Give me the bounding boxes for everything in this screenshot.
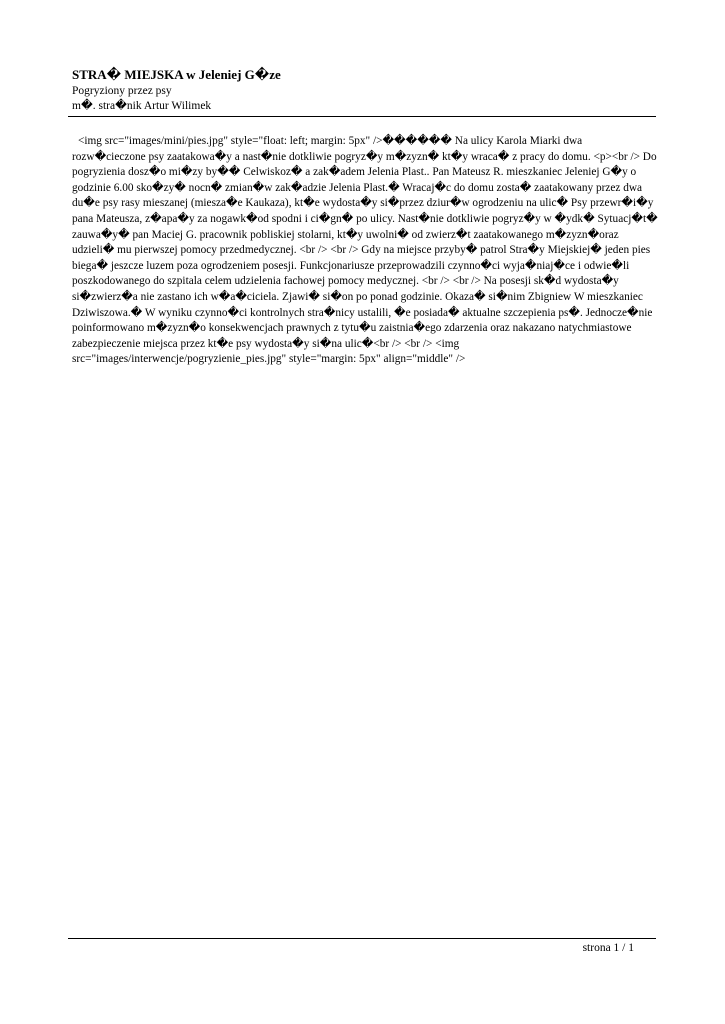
footer-divider <box>68 938 656 939</box>
article-author: m�. stra�nik Artur Wilimek <box>72 100 212 112</box>
page-number: strona 1 / 1 <box>582 942 634 954</box>
article-subtitle: Pogryziony przez psy <box>72 85 172 97</box>
header-divider <box>68 116 656 117</box>
article-body: <img src="images/mini/pies.jpg" style="float: left; margin: 5px" />������ Na ulicy Karola Miarki dwa rozw�cieczone psy zaatakowa�y a nast�nie dotkliwie pogryz�y m�zyzn� kt�y wraca� z pracy do domu. <p><br /> Do pogryzienia dosz�o mi�zy by�� Celwiskoz� a zak�adem Jelenia Plast.. Pan Mateusz R. mieszkaniec Jeleniej G�y o godzinie 6.00 sko�zy� nocn� zmian�w zak�adzie Jelenia Plast.� Wracaj�c do domu zosta� zaatakowany przez dwa du�e psy rasy mieszanej (miesza�e Kaukaza), kt�e wydosta�y si�przez dziur�w ogrodzeniu na ulic� Psy przewr�i�y pana Mateusza, z�apa�y za nogawk�od spodni i ci�gn� po ulicy. Nast�nie dotkliwie pogryz�y w �ydk� Sytuacj�t� zauwa�y� pan Maciej G. pracownik pobliskiej stolarni, kt�y uwolni� od zwierz�t zaatakowanego m�zyzn�oraz udzieli� mu pierwszej pomocy przedmedycznej. <br /> <br /> Gdy na miejsce przyby� patrol Stra�y Miejskiej� jeden pies biega� jeszcze luzem poza ogrodzeniem posesji. Funkcjonariusze przeprowadzili czynno�ci wyja�niaj�ce i odwie�li poszkodowanego do szpitala celem udzielenia fachowej pomocy medycznej. <br /> <br /> Na posesji sk�d wydosta�y si�zwierz�a nie zastano ich w�a�ciciela. Zjawi� si�on po ponad godzinie. Okaza� si�nim Zbigniew W mieszkaniec Dziwiszowa.� W wyniku czynno�ci kontrolnych stra�nicy ustalili, �e posiada� aktualne szczepienia ps�. Jednocze�nie poinformowano m�zyzn�o konsekwencjach prawnych z tytu�u zaistnia�ego zdarzenia oraz nakazano natychmiastowe zabezpieczenie miejsca przez kt�e psy wydosta�y si�na ulic�<br /> <br /> <img src="images/interwencje/pogryzienie_pies.jpg" style="margin: 5px" align="middle" /> <box>72 135 658 366</box>
page-title: STRA� MIEJSKA w Jeleniej G�ze <box>72 67 281 82</box>
document-header <box>72 66 656 114</box>
